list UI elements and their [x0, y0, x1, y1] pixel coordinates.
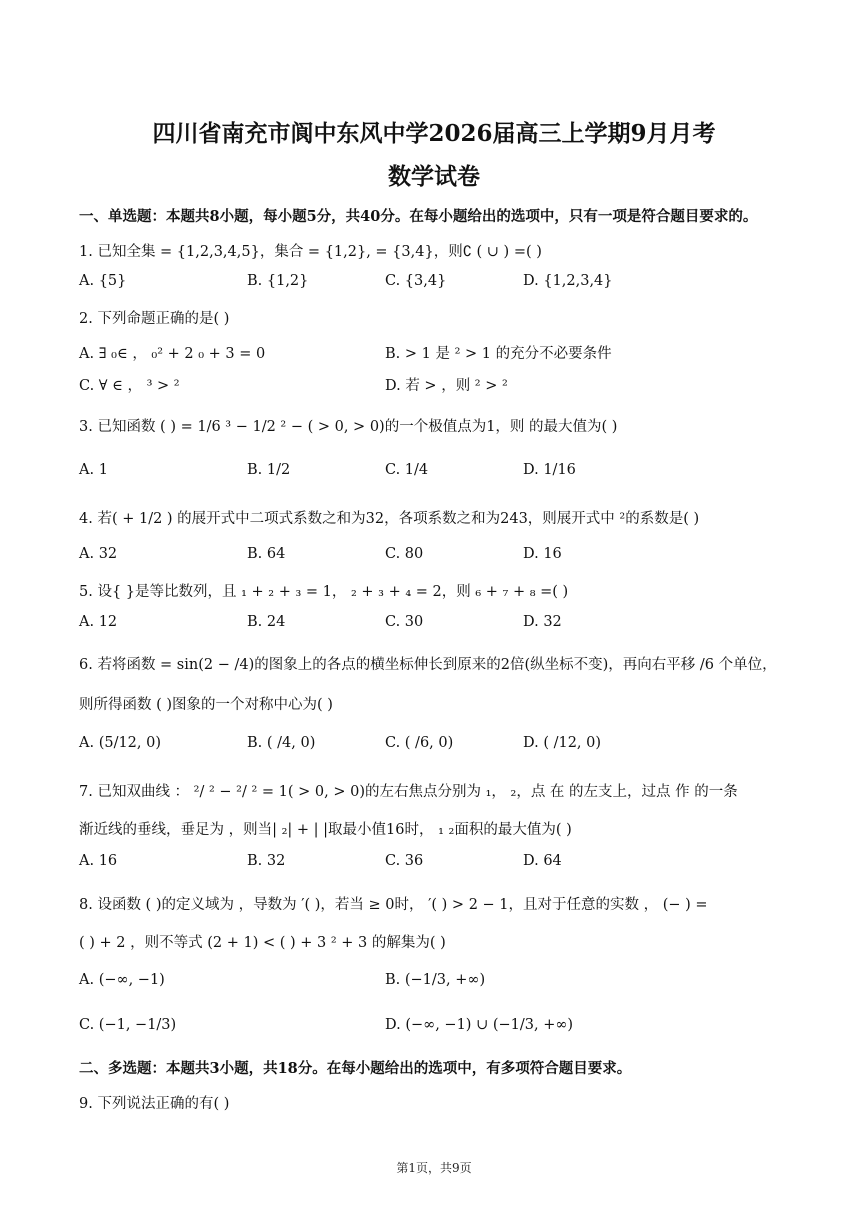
question-6-line-2: 则所得函数 ( )图象的一个对称中心为( ): [79, 697, 333, 713]
q7-option-b: B. 32: [247, 853, 286, 869]
q4-option-b: B. 64: [247, 546, 286, 562]
q1-option-d: D. {1,2,3,4}: [523, 273, 613, 289]
q1-option-c: C. {3,4}: [385, 273, 447, 289]
question-6-line-1: 6. 若将函数 = sin(2 − /4)的图象上的各点的横坐标伸长到原来的2倍(纵坐标不变)，再向右平移 /6 个单位，: [79, 657, 777, 673]
q4-option-c: C. 80: [385, 546, 424, 562]
question-1: 1. 已知全集 = {1,2,3,4,5}，集合 = {1,2}, = {3,4}，则∁ ( ∪ ) =( ): [79, 244, 542, 260]
q7-option-d: D. 64: [523, 853, 562, 869]
exam-title: 四川省南充市阆中东风中学2026届高三上学期9月月考: [152, 120, 716, 147]
q2-option-d: D. 若 > ，则 ² > ²: [385, 378, 508, 394]
question-3: 3. 已知函数 ( ) = 1/6 ³ − 1/2 ² − ( > 0, > 0)的一个极值点为1，则 的最大值为( ): [79, 419, 618, 435]
q5-option-a: A. 12: [79, 614, 118, 630]
q5-option-c: C. 30: [385, 614, 424, 630]
question-7-line-1: 7. 已知双曲线 ： ²/ ² − ²/ ² = 1( > 0, > 0)的左右焦点分别为 ₁， ₂，点 在 的左支上，过点 作 的一条: [79, 784, 738, 800]
q5-option-b: B. 24: [247, 614, 286, 630]
question-9: 9. 下列说法正确的有( ): [79, 1096, 230, 1112]
section-header-multiple-choice: 二、多选题：本题共3小题，共18分。在每小题给出的选项中，有多项符合题目要求。: [79, 1060, 632, 1077]
q8-option-c: C. (−1, −1/3): [79, 1017, 177, 1033]
question-2: 2. 下列命题正确的是( ): [79, 311, 230, 327]
q6-option-b: B. ( /4, 0): [247, 735, 316, 751]
q1-option-a: A. {5}: [79, 273, 127, 289]
q6-option-c: C. ( /6, 0): [385, 735, 454, 751]
q2-option-b: B. > 1 是 ² > 1 的充分不必要条件: [385, 346, 612, 362]
q3-option-c: C. 1/4: [385, 462, 429, 478]
q3-option-b: B. 1/2: [247, 462, 291, 478]
section-header-single-choice: 一、单选题：本题共8小题，每小题5分，共40分。在每小题给出的选项中，只有一项是符合题目要求的。: [79, 208, 758, 225]
q6-option-d: D. ( /12, 0): [523, 735, 602, 751]
question-4: 4. 若( + 1/2 ) 的展开式中二项式系数之和为32，各项系数之和为243，则展开式中 ²的系数是( ): [79, 511, 700, 527]
exam-subtitle: 数学试卷: [388, 163, 480, 190]
question-8-line-1: 8. 设函数 ( )的定义域为 ，导数为 ′( )，若当 ≥ 0时， ′( ) > 2 − 1，且对于任意的实数 ， (− ) =: [79, 897, 708, 913]
q5-option-d: D. 32: [523, 614, 562, 630]
question-7-line-2: 渐近线的垂线，垂足为 ，则当| ₂| + | |取最小值16时， ₁ ₂面积的最大值为( ): [79, 822, 572, 838]
q2-option-c: C. ∀ ∈ ， ³ > ²: [79, 378, 180, 394]
q7-option-a: A. 16: [79, 853, 118, 869]
q6-option-a: A. (5/12, 0): [79, 735, 162, 751]
page-footer: 第1页，共9页: [396, 1161, 472, 1175]
q7-option-c: C. 36: [385, 853, 424, 869]
question-8-line-2: ( ) + 2 ，则不等式 (2 + 1) < ( ) + 3 ² + 3 的解集为( ): [79, 935, 446, 951]
q8-option-b: B. (−1/3, +∞): [385, 972, 486, 988]
q4-option-d: D. 16: [523, 546, 562, 562]
q8-option-d: D. (−∞, −1) ∪ (−1/3, +∞): [385, 1017, 574, 1033]
q2-option-a: A. ∃ ₀∈ ， ₀² + 2 ₀ + 3 = 0: [79, 346, 266, 362]
q4-option-a: A. 32: [79, 546, 118, 562]
q3-option-d: D. 1/16: [523, 462, 576, 478]
q8-option-a: A. (−∞, −1): [79, 972, 165, 988]
question-5: 5. 设{ }是等比数列，且 ₁ + ₂ + ₃ = 1， ₂ + ₃ + ₄ = 2，则 ₆ + ₇ + ₈ =( ): [79, 584, 569, 600]
q1-option-b: B. {1,2}: [247, 273, 309, 289]
q3-option-a: A. 1: [79, 462, 108, 478]
